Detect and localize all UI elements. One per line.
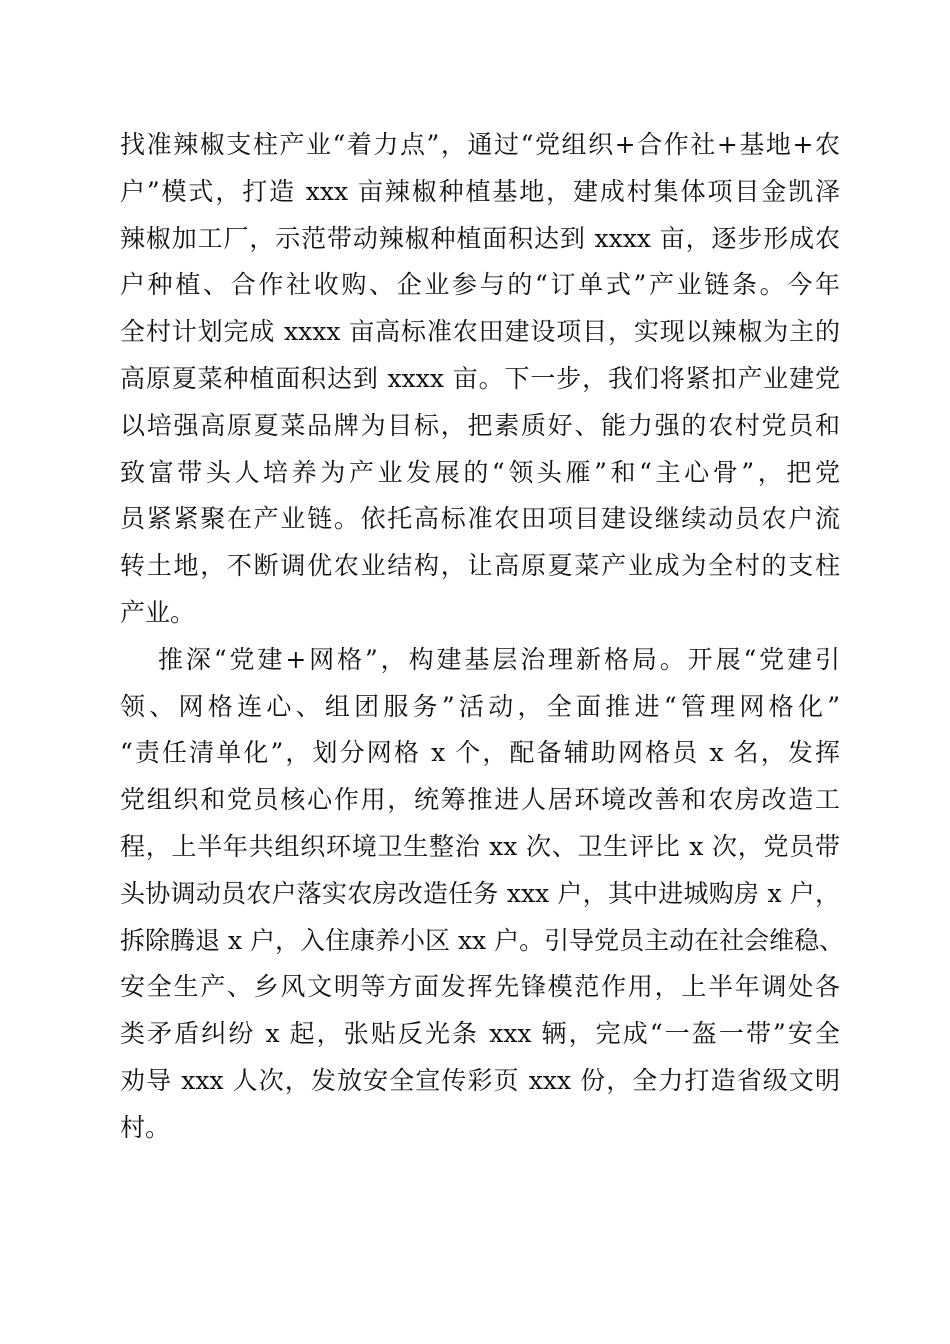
- text-line: 劝导 xxx 人次，发放安全宣传彩页 xxx 份，全力打造省级文明: [120, 1065, 840, 1095]
- text-line: 转土地，不断调优农业结构，让高原夏菜产业成为全村的支柱: [120, 551, 840, 581]
- text-line: 找准辣椒支柱产业“着力点”，通过“党组织+合作社+基地+农: [120, 130, 840, 159]
- text-line: 党组织和党员核心作用，统筹推进人居环境改善和农房改造工: [120, 785, 840, 815]
- paragraph-governance: [120, 637, 845, 1152]
- text-line: 领、网格连心、组团服务”活动，全面推进“管理网格化”: [120, 691, 840, 721]
- text-line: 程，上半年共组织环境卫生整治 xx 次、卫生评比 x 次，党员带: [120, 831, 840, 861]
- text-line: 员紧紧聚在产业链。依托高标准农田项目建设继续动员农户流: [120, 504, 840, 534]
- text-line: 产业。: [120, 597, 196, 627]
- text-line: 致富带头人培养为产业发展的“领头雁”和“主心骨”，把党: [120, 457, 840, 487]
- text-line: 户种植、合作社收购、企业参与的“订单式”产业链条。今年: [120, 270, 840, 300]
- text-line: 以培强高原夏菜品牌为目标，把素质好、能力强的农村党员和: [120, 410, 840, 440]
- text-line: 推深“党建+网格”，构建基层治理新格局。开展“党建引: [158, 644, 840, 674]
- paragraph-industry: [120, 122, 840, 637]
- text-line: 全村计划完成 xxxx 亩高标准农田建设项目，实现以辣椒为主的: [120, 317, 840, 347]
- text-line: 户”模式，打造 xxx 亩辣椒种植基地，建成村集体项目金凯泽: [120, 176, 840, 206]
- text-line: 辣椒加工厂，示范带动辣椒种植面积达到 xxxx 亩，逐步形成农: [120, 223, 840, 253]
- text-line: 类矛盾纠纷 x 起，张贴反光条 xxx 辆，完成“一盔一带”安全: [120, 1019, 840, 1049]
- text-line: 高原夏菜种植面积达到 xxxx 亩。下一步，我们将紧扣产业建党: [120, 363, 840, 393]
- text-line: 头协调动员农户落实农房改造任务 xxx 户，其中进城购房 x 户，: [120, 878, 840, 908]
- document-body: [120, 122, 845, 1152]
- text-line: “责任清单化”，划分网格 x 个，配备辅助网格员 x 名，发挥: [120, 738, 840, 768]
- text-line: 村。: [120, 1112, 171, 1142]
- text-line: 安全生产、乡风文明等方面发挥先锋模范作用，上半年调处各: [120, 972, 840, 1002]
- text-line: 拆除腾退 x 户，入住康养小区 xx 户。引导党员主动在社会维稳、: [120, 925, 845, 955]
